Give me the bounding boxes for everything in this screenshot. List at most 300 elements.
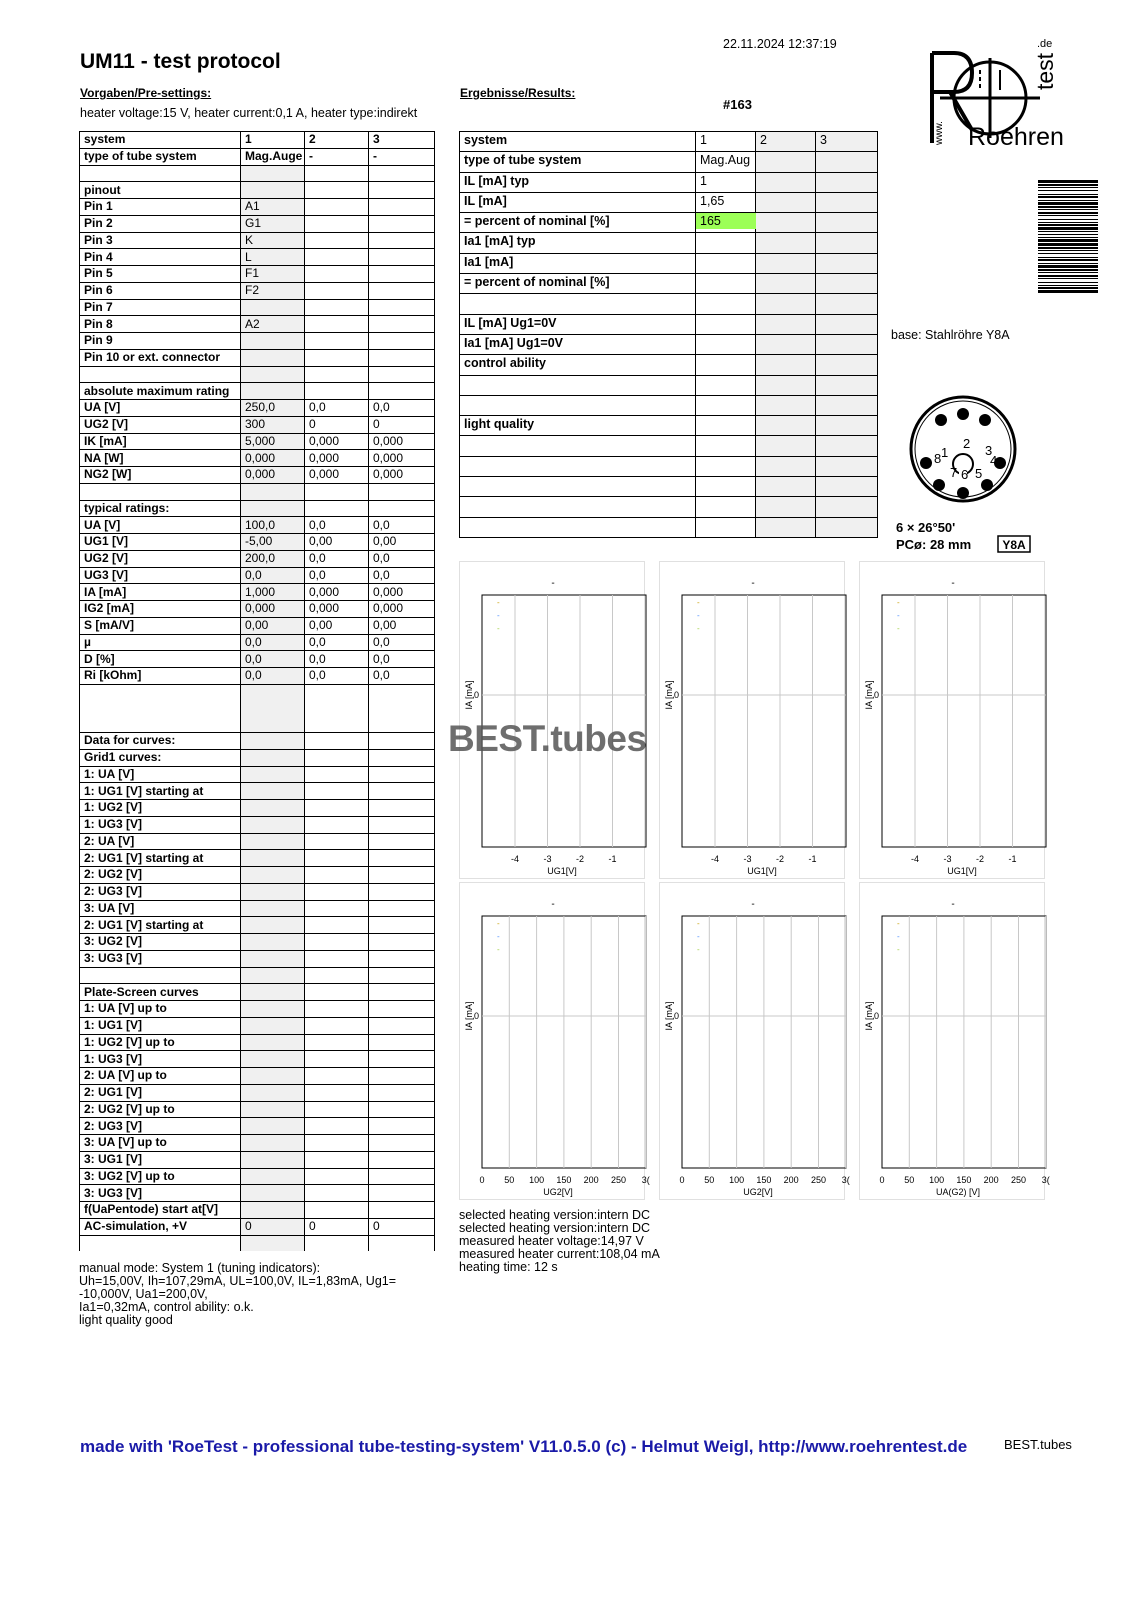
cell-value: [241, 733, 305, 750]
cell-value: 0,00: [241, 617, 305, 634]
cell-value: 0,0: [241, 634, 305, 651]
row-label: Data for curves:: [80, 733, 241, 750]
y-tick-label: 0: [473, 1011, 479, 1021]
table-row: [80, 282, 435, 299]
table-row: [80, 450, 435, 467]
x-tick-label: 200: [583, 1175, 599, 1185]
row-label: UG2 [V]: [80, 416, 241, 433]
y-tick-label: 0: [673, 1011, 679, 1021]
table-row: [460, 517, 878, 537]
row-label: light quality: [460, 416, 696, 436]
table-row: [80, 984, 435, 1001]
cell-value: [816, 334, 878, 354]
barcode-bar: [1038, 227, 1098, 230]
cell-value: [696, 355, 756, 375]
cell-value: [305, 333, 369, 350]
cell-value: [756, 152, 816, 172]
row-label: 2: UG3 [V]: [80, 883, 241, 900]
cell-value: [241, 1135, 305, 1152]
cell-value: [756, 416, 816, 436]
cell-value: [241, 816, 305, 833]
cell-value: 0: [305, 416, 369, 433]
row-label: NG2 [W]: [80, 467, 241, 484]
base-badge: Y8A: [1002, 538, 1026, 552]
cell-value: [756, 172, 816, 192]
cell-value: [305, 967, 369, 984]
table-row: [80, 416, 435, 433]
manual-line: Uh=15,00V, Ih=107,29mA, UL=100,0V, IL=1,83mA, Ug1=: [79, 1274, 397, 1288]
table-row: [80, 132, 435, 149]
cell-value: [241, 1017, 305, 1034]
table-row: [80, 483, 435, 500]
chart-legend-entry: -: [897, 598, 900, 607]
x-tick-label: 0: [879, 1175, 885, 1185]
x-tick-label: -1: [808, 854, 817, 864]
barcode-bar: [1038, 285, 1098, 286]
cell-value: [305, 1001, 369, 1018]
row-label: typical ratings:: [80, 500, 241, 517]
x-tick-label: 3(: [1041, 1175, 1050, 1185]
cell-value: [305, 701, 369, 717]
cell-value: [241, 950, 305, 967]
cell-value: 0,0: [369, 550, 435, 567]
table-row: [80, 400, 435, 417]
cell-value: 0: [241, 1218, 305, 1235]
cell-value: [369, 800, 435, 817]
table-row: [80, 467, 435, 484]
row-label: Pin 1: [80, 199, 241, 216]
x-axis-label: UG1[V]: [547, 866, 577, 876]
x-axis-label: UG2[V]: [543, 1187, 573, 1197]
chart-legend-entry: -: [497, 919, 500, 928]
barcode-bar: [1038, 243, 1098, 246]
table-row: [460, 395, 878, 415]
table-row: [80, 1218, 435, 1235]
barcode-bar: [1038, 224, 1098, 226]
chart-panel: [859, 882, 1050, 1200]
chart-legend-entry: -: [497, 611, 500, 620]
cell-value: [241, 934, 305, 951]
cell-value: [369, 900, 435, 917]
base-pin-number: 7: [950, 465, 958, 480]
cell-value: G1: [241, 215, 305, 232]
cell-value: 0,00: [369, 617, 435, 634]
cell-value: 0,000: [369, 433, 435, 450]
cell-value: [369, 349, 435, 366]
cell-value: [369, 215, 435, 232]
cell-value: [305, 199, 369, 216]
logo-de: .de: [1037, 38, 1053, 50]
row-label: IL [mA] typ: [460, 172, 696, 192]
heating-line: measured heater voltage:14,97 V: [459, 1234, 644, 1248]
cell-value: [369, 199, 435, 216]
cell-value: [305, 1017, 369, 1034]
x-axis-label: UG2[V]: [743, 1187, 773, 1197]
row-label: type of tube system: [460, 152, 696, 172]
table-row: [80, 249, 435, 266]
table-row: [80, 800, 435, 817]
cell-value: 0,000: [241, 450, 305, 467]
cell-value: 0,0: [241, 651, 305, 668]
cell-value: [756, 253, 816, 273]
cell-value: [241, 333, 305, 350]
cell-value: 1: [696, 172, 756, 192]
barcode-bar: [1038, 212, 1098, 214]
table-row: [80, 215, 435, 232]
y-axis-label: IA [mA]: [464, 680, 474, 710]
cell-value: K: [241, 232, 305, 249]
table-row: [80, 366, 435, 383]
table-row: [80, 867, 435, 884]
row-label: [80, 483, 241, 500]
cell-value: [369, 316, 435, 333]
x-tick-label: 150: [756, 1175, 772, 1185]
cell-value: [369, 1202, 435, 1219]
table-row: [460, 314, 878, 334]
cell-value: [816, 274, 878, 294]
cell-value: [241, 984, 305, 1001]
cell-value: [369, 266, 435, 283]
cell-value: [305, 215, 369, 232]
barcode-bar: [1038, 234, 1098, 235]
x-tick-label: -1: [1008, 854, 1017, 864]
cell-value: [369, 783, 435, 800]
row-label: 3: UG3 [V]: [80, 1185, 241, 1202]
cell-value: [305, 1084, 369, 1101]
cell-value: [696, 375, 756, 395]
cell-value: [756, 274, 816, 294]
cell-value: [305, 165, 369, 182]
cell-value: 0,0: [305, 651, 369, 668]
cell-value: 0,0: [305, 634, 369, 651]
table-row: [80, 349, 435, 366]
barcode-bar: [1038, 278, 1098, 279]
cell-value: [816, 395, 878, 415]
row-label: [80, 967, 241, 984]
cell-value: [756, 314, 816, 334]
cell-value: [241, 349, 305, 366]
cell-value: 200,0: [241, 550, 305, 567]
table-row: [80, 433, 435, 450]
manual-line: light quality good: [79, 1313, 173, 1327]
row-label: 3: UG3 [V]: [80, 950, 241, 967]
x-tick-label: -1: [608, 854, 617, 864]
row-label: 2: UG3 [V]: [80, 1118, 241, 1135]
cell-value: 0: [369, 1218, 435, 1235]
row-label: 3: UG1 [V]: [80, 1151, 241, 1168]
row-label: [80, 165, 241, 182]
row-label: Pin 6: [80, 282, 241, 299]
cell-value: 1,65: [696, 192, 756, 212]
heating-line: heating time: 12 s: [459, 1260, 558, 1274]
cell-value: [369, 1001, 435, 1018]
row-label: pinout: [80, 182, 241, 199]
chart-legend-entry: -: [497, 598, 500, 607]
table-row: [80, 1001, 435, 1018]
table-row: [80, 232, 435, 249]
barcode-bar: [1038, 265, 1098, 268]
y-axis-label: IA [mA]: [864, 680, 874, 710]
row-label: 1: UA [V] up to: [80, 1001, 241, 1018]
cell-value: [305, 684, 369, 700]
chart-legend-entry: -: [897, 611, 900, 620]
cell-value: 1,000: [241, 584, 305, 601]
chart-legend-entry: -: [897, 932, 900, 941]
cell-value: [305, 249, 369, 266]
base-dimension: 6 × 26°50': [896, 520, 956, 535]
cell-value: [241, 500, 305, 517]
y-tick-label: 0: [673, 690, 679, 700]
manual-line: manual mode: System 1 (tuning indicators):: [79, 1261, 321, 1275]
row-label: UA [V]: [80, 517, 241, 534]
cell-value: [816, 314, 878, 334]
cell-value: 0,000: [305, 601, 369, 618]
chart-panel: [859, 561, 1045, 879]
row-label: Ri [kOhm]: [80, 668, 241, 685]
row-label: = percent of nominal [%]: [460, 213, 696, 233]
cell-value: [241, 299, 305, 316]
cell-value: [305, 766, 369, 783]
cell-value: [305, 934, 369, 951]
table-row: [80, 668, 435, 685]
chart-legend-entry: -: [697, 919, 700, 928]
base-pin-hole: [933, 479, 945, 491]
x-tick-label: 100: [529, 1175, 545, 1185]
chart-plot-area: [682, 595, 846, 847]
cell-value: [756, 395, 816, 415]
cell-value: [756, 497, 816, 517]
cell-value: 0,000: [369, 450, 435, 467]
x-tick-label: 3(: [641, 1175, 650, 1185]
cell-value: [369, 950, 435, 967]
cell-value: [756, 355, 816, 375]
presettings-text: heater voltage:15 V, heater current:0,1 A, heater type:indirekt: [80, 106, 418, 120]
row-label: 2: UG2 [V] up to: [80, 1101, 241, 1118]
table-row: [460, 294, 878, 314]
table-row: [80, 1118, 435, 1135]
cell-value: [369, 1168, 435, 1185]
cell-value: [369, 733, 435, 750]
x-tick-label: 250: [610, 1175, 627, 1185]
cell-value: [696, 213, 756, 233]
row-label: 3: UA [V]: [80, 900, 241, 917]
base-pin-hole: [935, 414, 947, 426]
barcode-bar: [1038, 247, 1098, 249]
cell-value: [241, 701, 305, 717]
cell-value: 0,000: [305, 584, 369, 601]
table-row: [80, 1084, 435, 1101]
chart-legend-entry: -: [697, 932, 700, 941]
row-label: [460, 456, 696, 476]
row-label: Pin 2: [80, 215, 241, 232]
chart-legend-entry: -: [697, 624, 700, 633]
cell-value: [369, 766, 435, 783]
cell-value: [369, 282, 435, 299]
cell-value: [241, 850, 305, 867]
x-tick-label: 0: [679, 1175, 685, 1185]
base-pin-number: 1: [941, 445, 949, 460]
row-label: Ia1 [mA] typ: [460, 233, 696, 253]
table-row: [80, 182, 435, 199]
row-label: AC-simulation, +V: [80, 1218, 241, 1235]
test-number: #163: [723, 97, 752, 112]
x-tick-label: 250: [1010, 1175, 1027, 1185]
cell-value: 0: [369, 416, 435, 433]
cell-value: 0,0: [305, 550, 369, 567]
x-tick-label: 100: [929, 1175, 945, 1185]
manual-mode-info: [79, 1262, 396, 1327]
table-row: [80, 651, 435, 668]
cell-value: [305, 950, 369, 967]
row-label: Pin 7: [80, 299, 241, 316]
y-axis-label: IA [mA]: [464, 1001, 474, 1031]
cell-value: [241, 917, 305, 934]
base-diagram: [888, 380, 1038, 560]
cell-value: 0,0: [369, 567, 435, 584]
chart-legend-entry: -: [897, 945, 900, 954]
barcode-bar: [1038, 202, 1098, 205]
cell-value: [369, 1017, 435, 1034]
base-pin-number: 4: [990, 453, 998, 468]
table-row: [80, 199, 435, 216]
row-label: Plate-Screen curves: [80, 984, 241, 1001]
barcode-bar: [1038, 215, 1098, 216]
cell-value: [369, 232, 435, 249]
percent-highlight: 165: [696, 213, 756, 229]
x-tick-label: 200: [783, 1175, 799, 1185]
barcode-bar: [1038, 269, 1098, 271]
row-label: Ia1 [mA]: [460, 253, 696, 273]
cell-value: [369, 984, 435, 1001]
row-label: 3: UG2 [V]: [80, 934, 241, 951]
cell-value: [756, 334, 816, 354]
y-axis-label: IA [mA]: [664, 1001, 674, 1031]
cell-value: [369, 1034, 435, 1051]
roehrentest-logo: [920, 30, 1064, 155]
chart-legend-entry: -: [497, 932, 500, 941]
cell-value: -5,00: [241, 534, 305, 551]
chart-legend-entry: -: [697, 945, 700, 954]
cell-value: [369, 749, 435, 766]
logo-test: test: [1032, 52, 1058, 90]
cell-value: 250,0: [241, 400, 305, 417]
row-label: IG2 [mA]: [80, 601, 241, 618]
cell-value: 2: [756, 132, 816, 152]
cell-value: [816, 152, 878, 172]
row-label: 1: UG2 [V] up to: [80, 1034, 241, 1051]
cell-value: [305, 833, 369, 850]
row-label: control ability: [460, 355, 696, 375]
cell-value: [305, 1168, 369, 1185]
chart-title: -: [751, 899, 755, 910]
cell-value: [696, 274, 756, 294]
row-label: [460, 375, 696, 395]
row-label: Pin 4: [80, 249, 241, 266]
cell-value: [816, 294, 878, 314]
cell-value: [816, 456, 878, 476]
cell-value: [816, 436, 878, 456]
chart-title: -: [951, 578, 955, 589]
base-pin-number: 2: [963, 436, 971, 451]
row-label: 1: UG1 [V] starting at: [80, 783, 241, 800]
x-tick-label: 50: [704, 1175, 715, 1185]
row-label: [80, 366, 241, 383]
table-row: [80, 701, 435, 717]
x-axis-label: UA(G2) [V]: [935, 1187, 981, 1197]
base-pin-number: 8: [934, 451, 942, 466]
row-label: [460, 294, 696, 314]
table-row: [460, 375, 878, 395]
cell-value: [696, 456, 756, 476]
cell-value: 300: [241, 416, 305, 433]
table-row: [460, 334, 878, 354]
barcode-bar: [1038, 237, 1098, 238]
chart-panel: [659, 882, 850, 1200]
table-row: [80, 1017, 435, 1034]
cell-value: [241, 783, 305, 800]
row-label: Grid1 curves:: [80, 749, 241, 766]
row-label: µ: [80, 634, 241, 651]
cell-value: [816, 172, 878, 192]
cell-value: 0,0: [305, 567, 369, 584]
x-tick-label: -2: [975, 854, 985, 864]
table-row: [460, 436, 878, 456]
cell-value: [305, 1051, 369, 1068]
page-title: UM11 - test protocol: [80, 50, 281, 73]
cell-value: [696, 517, 756, 537]
heating-info: [459, 1209, 660, 1274]
cell-value: 0,0: [241, 668, 305, 685]
base-pin-number: 6: [961, 467, 969, 482]
barcode-bar: [1038, 239, 1098, 242]
row-label: [460, 517, 696, 537]
x-tick-label: -4: [710, 854, 720, 864]
row-label: IA [mA]: [80, 584, 241, 601]
table-row: [80, 1068, 435, 1085]
x-tick-label: -4: [510, 854, 520, 864]
x-tick-label: 100: [729, 1175, 745, 1185]
cell-value: [696, 477, 756, 497]
chart-legend-entry: -: [497, 624, 500, 633]
base-pin-hole: [920, 457, 932, 469]
table-row: [80, 816, 435, 833]
cell-value: 1: [696, 132, 756, 152]
base-pin-number: 5: [975, 466, 983, 481]
cell-value: -: [369, 148, 435, 165]
chart-panel: [659, 561, 845, 879]
row-label: IL [mA] Ug1=0V: [460, 314, 696, 334]
row-label: [460, 395, 696, 415]
row-label: [80, 716, 241, 732]
row-label: type of tube system: [80, 148, 241, 165]
cell-value: 0,000: [305, 433, 369, 450]
cell-value: [369, 299, 435, 316]
cell-value: [305, 900, 369, 917]
manual-line: Ia1=0,32mA, control ability: o.k.: [79, 1300, 254, 1314]
table-row: [80, 783, 435, 800]
row-label: = percent of nominal [%]: [460, 274, 696, 294]
table-row: [80, 1235, 435, 1251]
cell-value: [241, 1101, 305, 1118]
cell-value: [756, 477, 816, 497]
cell-value: [369, 182, 435, 199]
row-label: S [mA/V]: [80, 617, 241, 634]
cell-value: [241, 1034, 305, 1051]
cell-value: A1: [241, 199, 305, 216]
barcode-bar: [1038, 194, 1098, 195]
x-tick-label: 0: [479, 1175, 485, 1185]
presettings-heading: Vorgaben/Pre-settings:: [80, 86, 212, 100]
